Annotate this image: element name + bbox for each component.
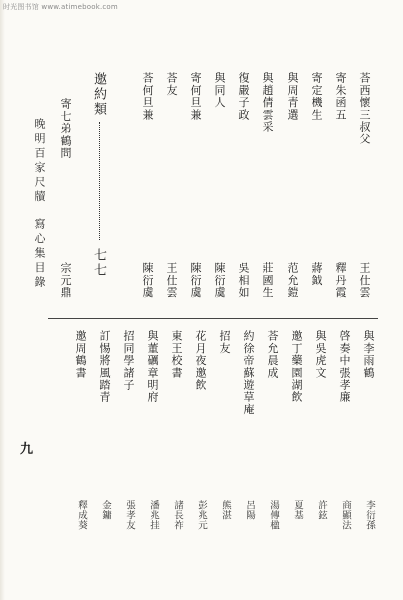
upper-entry: 寄定機生 xyxy=(310,72,323,121)
entry-title: 東王校書 xyxy=(170,330,183,379)
entry-title: 約徐帝蘇遊草庵 xyxy=(242,330,255,416)
upper-entry: 寄七弟鶴問 xyxy=(59,98,72,159)
watermark: 时光图书馆 www.atimebook.com xyxy=(3,3,118,11)
lower-entry: 宗元鼎 xyxy=(59,262,72,299)
lower-entry: 釋丹霞 xyxy=(334,262,347,299)
upper-entry: 與同人 xyxy=(213,72,226,109)
entry-author: 熊湛 xyxy=(220,500,231,521)
lower-entry: 吳相如 xyxy=(237,262,250,299)
upper-entry: 復嚴子政 xyxy=(237,72,250,121)
upper-entry: 與趙倩雲采 xyxy=(261,72,274,133)
entry-title: 招友 xyxy=(218,330,231,355)
entry-title: 荅允晨成 xyxy=(266,330,279,379)
lower-entry: 蔣鉞 xyxy=(310,262,323,287)
section-page-ref: 七七 xyxy=(91,248,106,278)
lower-entry: 范允鎧 xyxy=(286,262,299,299)
section-divider xyxy=(48,318,378,319)
page-number: 九 xyxy=(20,442,34,457)
upper-entry: 寄何旦兼 xyxy=(189,72,202,121)
lower-entry: 王仕雲 xyxy=(358,262,371,299)
entry-author: 許鉉 xyxy=(316,500,327,521)
entry-title: 招同學諸子 xyxy=(122,330,135,391)
margin-subtitle: 寫心集目錄 xyxy=(33,218,46,291)
section-heading: 邀約類 xyxy=(91,72,106,117)
entry-title: 與董礪章明府 xyxy=(146,330,159,404)
entry-author: 呂陽 xyxy=(244,500,255,521)
entry-title: 與李雨鶴 xyxy=(362,330,375,379)
lower-entry: 王仕雲 xyxy=(165,262,178,299)
entry-author: 潘兆挂 xyxy=(148,500,159,531)
entry-author: 張孝友 xyxy=(124,500,135,531)
lower-entry: 陳衍虞 xyxy=(141,262,154,299)
entry-author: 湯傳楹 xyxy=(268,500,279,531)
entry-author: 李衍孫 xyxy=(364,500,375,531)
lower-entry: 陳衍虞 xyxy=(213,262,226,299)
entry-title: 與吳虎文 xyxy=(314,330,327,379)
entry-title: 啓奏中張孝廉 xyxy=(338,330,351,404)
entry-title: 邀丁藥園湖飲 xyxy=(290,330,303,404)
upper-entry: 荅西懷三叔父 xyxy=(358,72,371,146)
upper-entry: 與周青選 xyxy=(286,72,299,121)
entry-title: 花月夜邀飲 xyxy=(194,330,207,391)
page-edge-shadow xyxy=(0,0,5,600)
upper-entry: 荅何旦兼 xyxy=(141,72,154,121)
entry-author: 夏基 xyxy=(292,500,303,521)
upper-entry: 寄朱函五 xyxy=(334,72,347,121)
entry-author: 彭兆元 xyxy=(196,500,207,531)
margin-book-title: 晚明百家尺牘 xyxy=(33,118,46,205)
entry-author: 釋成葵 xyxy=(76,500,87,531)
dotted-leader xyxy=(99,122,100,240)
upper-entry: 荅友 xyxy=(165,72,178,97)
lower-entry: 莊國生 xyxy=(261,262,274,299)
entry-author: 商顯法 xyxy=(340,500,351,531)
entry-author: 諸長祚 xyxy=(172,500,183,531)
entry-title: 訂惕將風踏青 xyxy=(98,330,111,404)
entry-author: 金鏞 xyxy=(100,500,111,521)
entry-title: 邀周鶴書 xyxy=(74,330,87,379)
lower-entry: 陳衍虞 xyxy=(189,262,202,299)
